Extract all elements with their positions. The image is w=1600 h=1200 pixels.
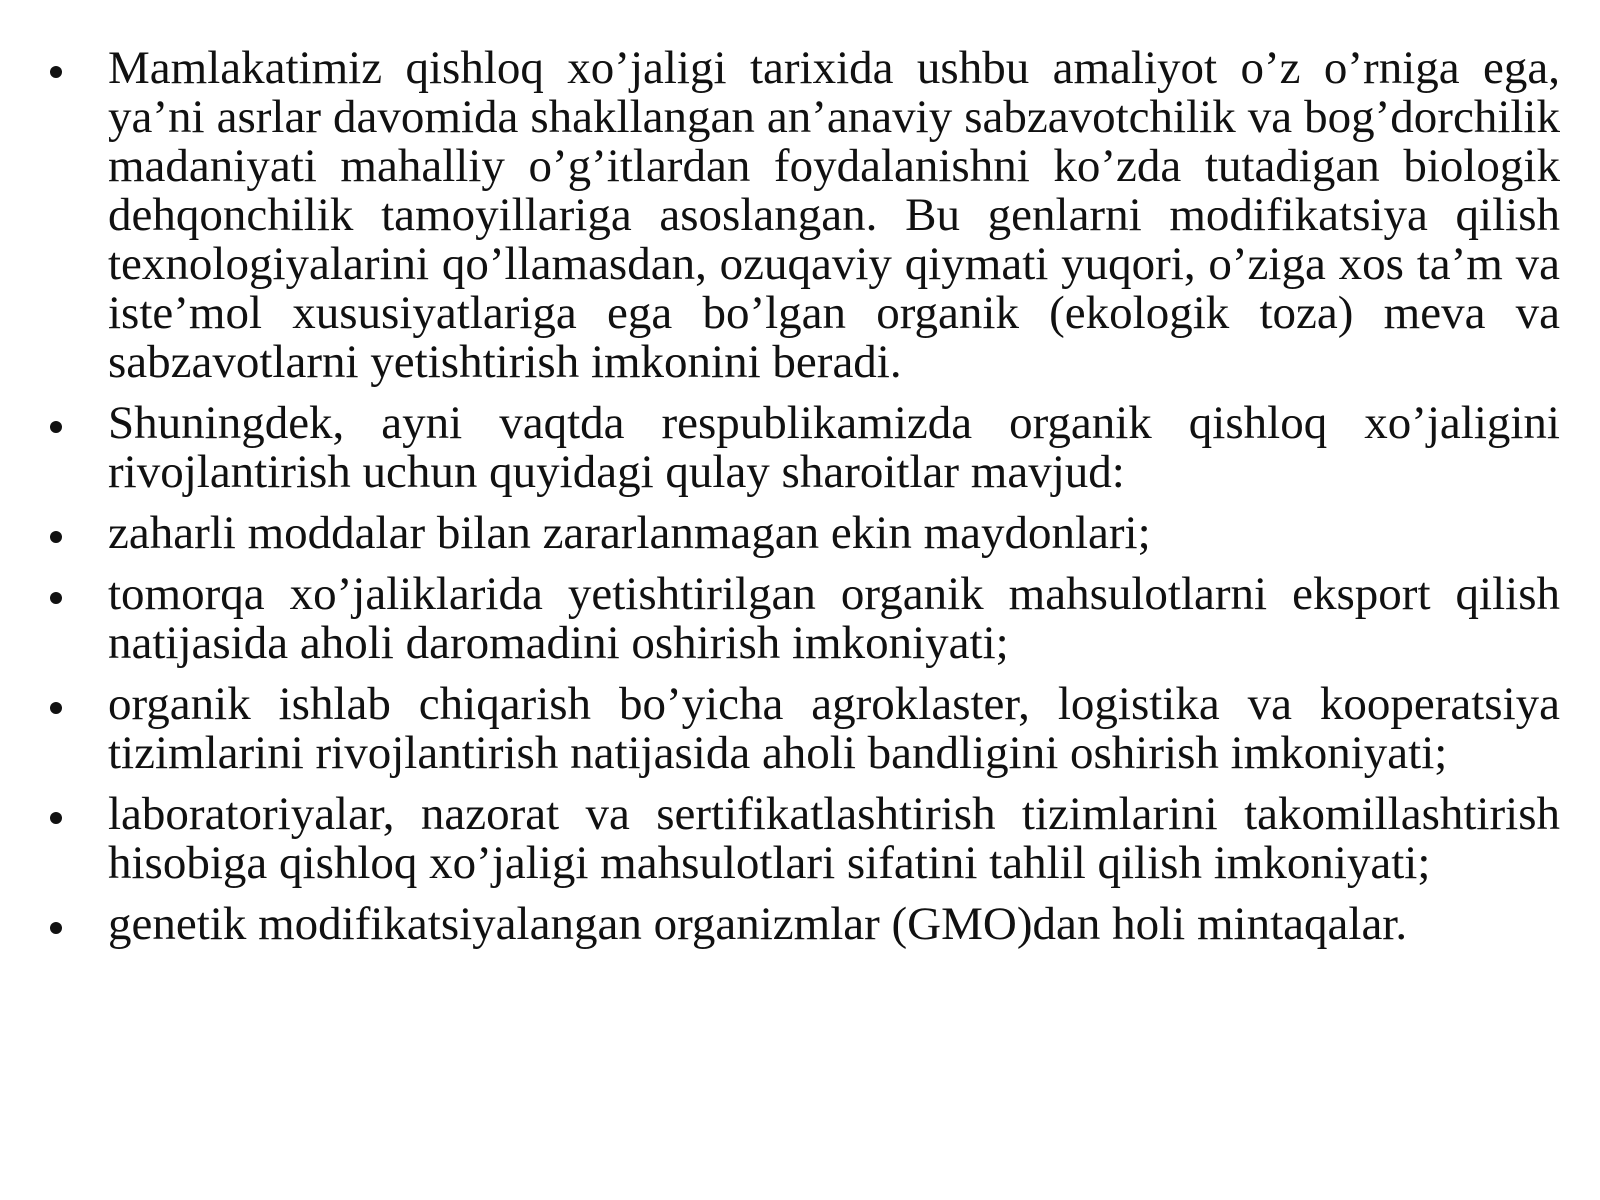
bullet-item [40, 399, 1560, 497]
bullet-dot-icon [50, 592, 62, 604]
bullet-dot-icon [50, 531, 62, 543]
bullet-list [40, 44, 1560, 961]
bullet-text: laboratoriyalar, nazorat va sertifikatlashtirish tizimlarini takomillashtirish hisobiga qishloq xo’jaligi mahsulotlari sifatini tahlil qilish imkoniyati; [108, 788, 1560, 889]
bullet-dot-icon [50, 922, 62, 934]
bullet-text: zaharli moddalar bilan zararlanmagan ekin maydonlari; [108, 507, 1151, 559]
bullet-dot-icon [50, 812, 62, 824]
bullet-text: tomorqa xo’jaliklarida yetishtirilgan organik mahsulotlarni eksport qilish natijasida aholi daromadini oshirish imkoniyati; [108, 568, 1560, 669]
bullet-text: genetik modifikatsiyalangan organizmlar (GMO)dan holi mintaqalar. [108, 898, 1408, 950]
bullet-item [40, 900, 1560, 949]
bullet-item [40, 44, 1560, 387]
bullet-item [40, 680, 1560, 778]
bullet-dot-icon [50, 66, 62, 78]
bullet-dot-icon [50, 421, 62, 433]
bullet-text: Shuningdek, ayni vaqtda respublikamizda organik qishloq xo’jaligini rivojlantirish uchun quyidagi qulay sharoitlar mavjud: [108, 397, 1560, 498]
bullet-item [40, 570, 1560, 668]
bullet-dot-icon [50, 702, 62, 714]
bullet-text: organik ishlab chiqarish bo’yicha agroklaster, logistika va kooperatsiya tizimlarini rivojlantirish natijasida aholi bandligini oshirish imkoniyati; [108, 678, 1560, 779]
bullet-item [40, 790, 1560, 888]
bullet-item [40, 509, 1560, 558]
bullet-text: Mamlakatimiz qishloq xo’jaligi tarixida ushbu amaliyot o’z o’rniga ega, ya’ni asrlar davomida shakllangan an’anaviy sabzavotchilik va bog’dorchilik madaniyati mahalliy o’g’itlardan foydalanishni ko’zda tutadigan biologik dehqonchilik tamoyillariga asoslangan. Bu genlarni modifikatsiya qilish texnologiyalarini qo’llamasdan, ozuqaviy qiymati yuqori, o’ziga xos ta’m va iste’mol xususiyatlariga ega bo’lgan organik (ekologik toza) meva va sabzavotlarni yetishtirish imkonini beradi. [108, 42, 1560, 388]
